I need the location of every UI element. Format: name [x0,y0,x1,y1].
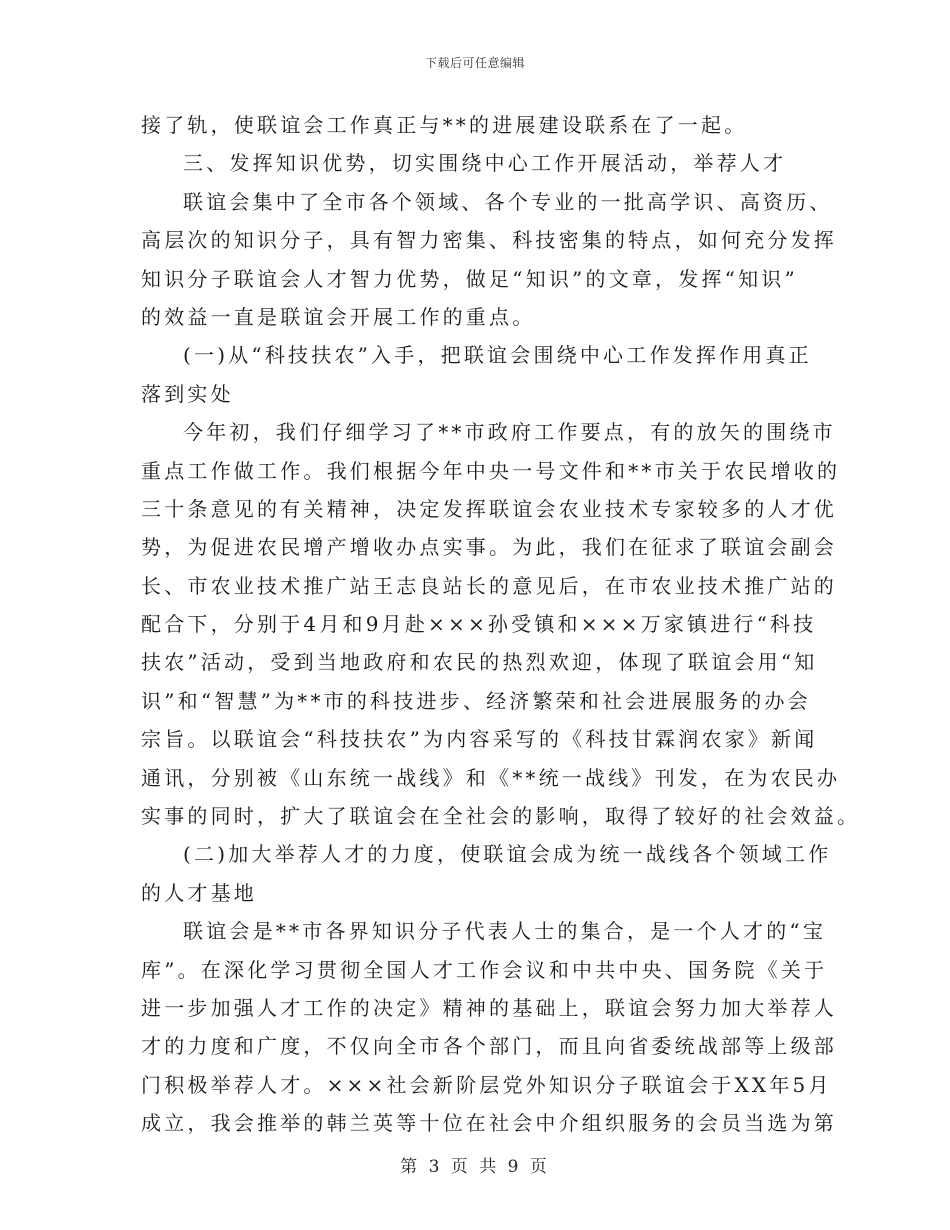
subsection-heading: (一)从“科技扶农”入手，把联谊会围绕中心工作发挥作用真正 [183,343,812,368]
section-heading: 三、发挥知识优势，切实围绕中心工作开展活动，举荐人才 [183,151,787,176]
body-line: 才的力度和广度，不仅向全市各个部门，而且向省委统战部等上级部 [141,1034,837,1059]
body-line: 成立，我会推举的韩兰英等十位在社会中介组织服务的会员当选为第 [141,1111,837,1136]
body-line: 高层次的知识分子，具有智力密集、科技密集的特点，如何充分发挥 [141,228,837,253]
body-line: 识”和“智慧”为**市的科技进步、经济繁荣和社会进展服务的办会 [141,688,811,713]
body-line: 长、市农业技术推广站王志良站长的意见后，在市农业技术推广站的 [141,573,837,598]
page-number-footer: 第 3 页 共 9 页 [400,1157,550,1177]
body-line: 门积极举荐人才。×××社会新阶层党外知识分子联谊会于XX年5月 [141,1072,832,1097]
body-line: 重点工作做工作。我们根据今年中央一号文件和**市关于农民增收的 [141,458,841,483]
body-line: 通讯，分别被《山东统一战线》和《**统一战线》刊发，在为农民办 [141,765,841,790]
body-line: 库”。在深化学习贯彻全国人才工作会议和中共中央、国务院《关于 [141,957,828,982]
body-line: 实事的同时，扩大了联谊会在全社会的影响，取得了较好的社会效益。 [141,804,861,829]
body-line: 接了轨，使联谊会工作真正与**的进展建设联系在了一起。 [141,113,748,137]
subsection-heading-cont: 落到实处 [141,381,234,406]
body-line: 势，为促进农民增产增收办点实事。为此，我们在征求了联谊会副会 [141,535,837,560]
body-line: 三十条意见的有关精神，决定发挥联谊会农业技术专家较多的人才优 [141,496,837,521]
body-line: 联谊会集中了全市各个领域、各个专业的一批高学识、高资历、 [183,189,833,214]
body-line: 配合下，分别于4月和9月赴×××孙受镇和×××万家镇进行“科技 [141,612,817,637]
body-line: 的效益一直是联谊会开展工作的重点。 [141,304,536,329]
body-line: 知识分子联谊会人才智力优势，做足“知识”的文章，发挥“知识” [141,266,798,291]
page-header-note: 下载后可任意编辑 [424,56,525,70]
document-body [141,106,861,1143]
subsection-heading: (二)加大举荐人才的力度，使联谊会成为统一战线各个领域工作 [183,842,832,867]
body-line: 宗旨。以联谊会“科技扶农”为内容采写的《科技甘霖润农家》新闻 [141,727,818,752]
subsection-heading-cont: 的人才基地 [141,880,257,905]
body-line: 进一步加强人才工作的决定》精神的基础上，联谊会努力加大举荐人 [141,995,837,1020]
body-line: 扶农”活动，受到当地政府和农民的热烈欢迎，体现了联谊会用“知 [141,650,818,675]
body-line: 联谊会是**市各界知识分子代表人士的集合，是一个人才的“宝 [183,919,827,944]
body-line: 今年初，我们仔细学习了**市政府工作要点，有的放矢的围绕市 [183,420,836,445]
